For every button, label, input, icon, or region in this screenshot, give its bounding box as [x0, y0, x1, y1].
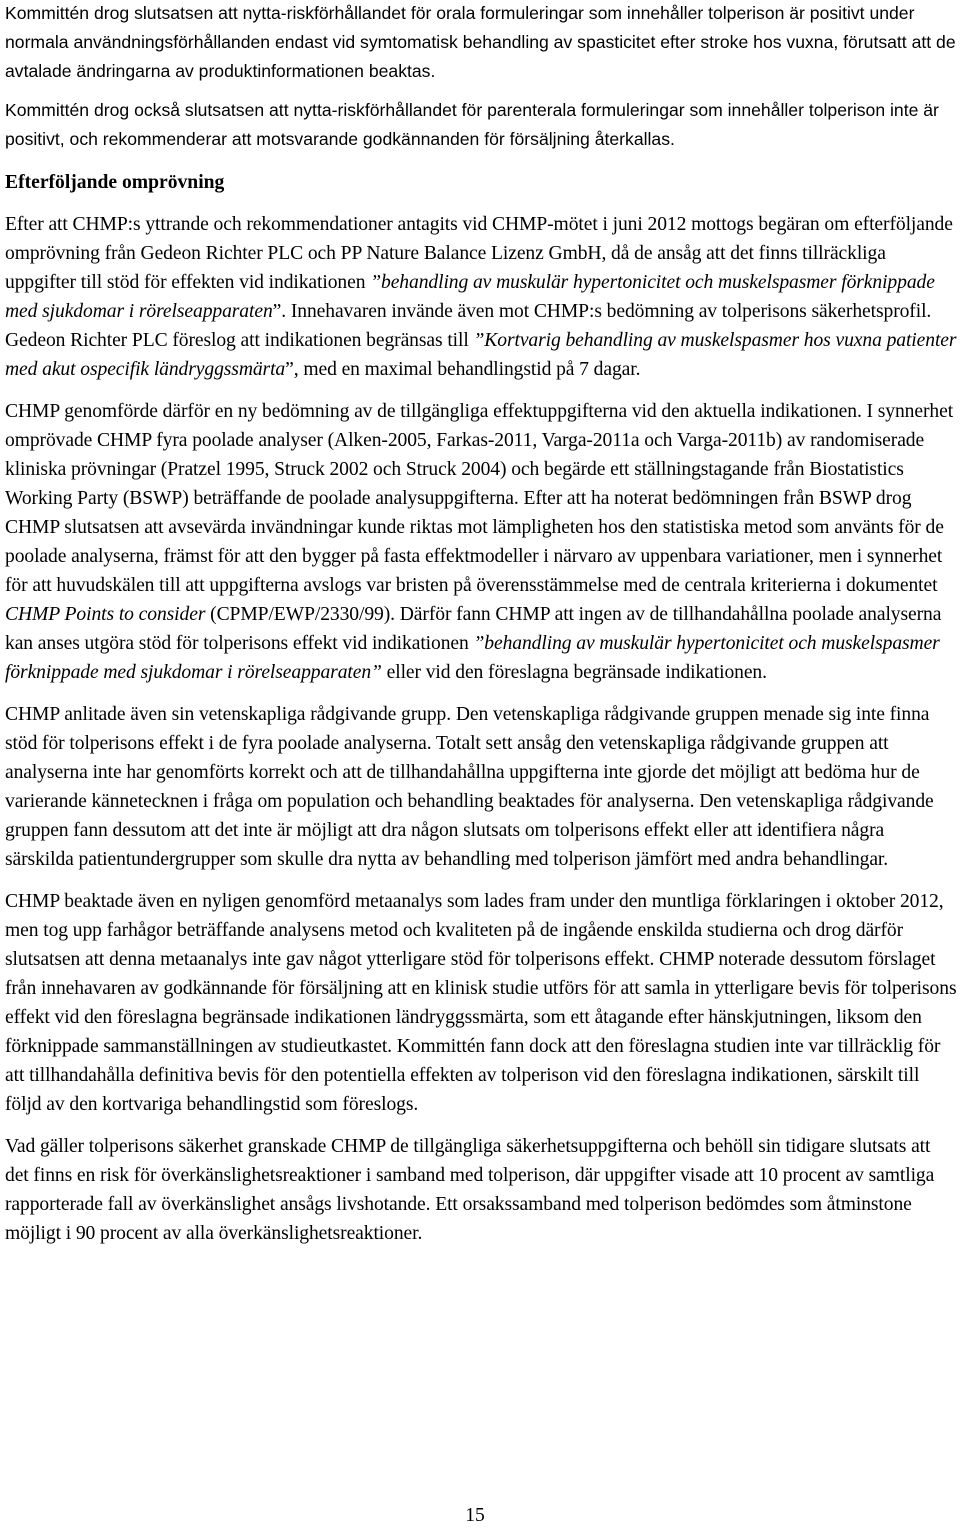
meta-analysis-paragraph: CHMP beaktade även en nyligen genomförd metaanalys som lades fram under den muntliga förklaringen i oktober 2012, men tog upp farhågor beträffande analysens metod och kvaliteten på de ingående enskilda studierna och drog därför slutsatsen att denna metaanalys inte gav något ytterligare stöd för tolperisons effekt. CHMP noterade dessutom förslaget från innehavaren av godkännande för försäljning att en klinisk studie utförs för att samla in ytterligare bevis för tolperisons effekt vid den föreslagna begränsade indikationen ländryggssmärta, som ett åtagande efter hänskjutningen, liksom den förknippade sammanställningen av studieutkastet. Kommittén fann dock att den föreslagna studien inte var tillräcklig för att tillhandahålla definitiva bevis för den potentiella effekten av tolperison vid den föreslagna indikationen, särskilt till följd av den kortvariga behandlingstid som föreslogs.	[5, 891, 957, 1115]
italic-guideline-title: CHMP Points to consider	[5, 604, 206, 625]
text-run: (CPMP/EWP/2330/99). Därför fann CHMP att ingen av de tillhandahållna poolade analyserna kan anses utgöra stöd för tolperisons effekt vid indikationen	[5, 604, 942, 654]
page-number: 15	[465, 1505, 485, 1526]
italic-indication: ”Kortvarig behandling av muskelspasmer hos vuxna patienter med akut ospecifik ländryggssmärta	[5, 330, 957, 380]
italic-indication: ”behandling av muskulär hypertonicitet och muskelspasmer förknippade med sjukdomar i rörelseapparaten”	[5, 633, 940, 683]
text-run: CHMP genomförde därför en ny bedömning av de tillgängliga effektuppgifterna vid den aktuella indikationen. I synnerhet omprövade CHMP fyra poolade analyser (Alken-2005, Farkas-2011, Varga-2011a och Varga-2011b) av randomiserade kliniska prövningar (Pratzel 1995, Struck 2002 och Struck 2004) och begärde ett ställningstagande från Biostatistics Working Party (BSWP) beträffande de poolade analysuppgifterna. Efter att ha noterat bedömningen från BSWP drog CHMP slutsatsen att avsevärda invändningar kunde riktas mot lämpligheten hos den statistiska metod som använts för de poolade analyserna, främst för att den bygger på fasta effektmodeller i närvaro av uppenbara variationer, men i synnerhet för att huvudskälen till att uppgifterna avslogs var bristen på överensstämmelse med de centrala kriterierna i dokumentet	[5, 401, 954, 596]
section-heading: Efterföljande omprövning	[5, 172, 225, 193]
text-run: Efter att CHMP:s yttrande och rekommendationer antagits vid CHMP-mötet i juni 2012 mottogs begäran om efterföljande omprövning från Gedeon Richter PLC och PP Nature Balance Lizenz GmbH, då de ansåg att det finns tillräckliga uppgifter till stöd för effekten vid indikationen	[5, 214, 953, 293]
document-page	[5, 0, 957, 1248]
pooled-analyses-paragraph	[5, 397, 957, 687]
italic-indication: ”behandling av muskulär hypertonicitet och muskelspasmer förknippade med sjukdomar i rörelseapparaten	[5, 272, 935, 322]
text-run: ”, med en maximal behandlingstid på 7 dagar.	[285, 359, 641, 380]
conclusion-oral-paragraph: Kommittén drog slutsatsen att nytta-riskförhållandet för orala formuleringar som innehåller tolperison är positivt under normala användningsförhållanden endast vid symtomatisk behandling av spasticitet efter stroke hos vuxna, förutsatt att de avtalade ändringarna av produktinformationen beaktas.	[5, 3, 956, 81]
conclusion-parenteral-paragraph: Kommittén drog också slutsatsen att nytta-riskförhållandet för parenterala formuleringar som innehåller tolperison inte är positivt, och rekommenderar att motsvarande godkännanden för försäljning återkallas.	[5, 100, 939, 149]
safety-paragraph: Vad gäller tolperisons säkerhet granskade CHMP de tillgängliga säkerhetsuppgifterna och behöll sin tidigare slutsats att det finns en risk för överkänslighetsreaktioner i samband med tolperison, där uppgifter visade att 10 procent av samtliga rapporterade fall av överkänslighet ansågs livshotande. Ett orsakssamband med tolperison bedömdes som åtminstone möjligt i 90 procent av alla överkänslighetsreaktioner.	[5, 1136, 935, 1244]
scientific-advisory-group-paragraph: CHMP anlitade även sin vetenskapliga rådgivande grupp. Den vetenskapliga rådgivande gruppen menade sig inte finna stöd för tolperisons effekt i de fyra poolade analyserna. Totalt sett ansåg den vetenskapliga rådgivande gruppen att analyserna inte har genomförts korrekt och att de tillhandahållna uppgifterna inte gjorde det möjligt att bedöma hur de varierande kännetecknen i fråga om population och behandling beaktades för analyserna. Den vetenskapliga rådgivande gruppen fann dessutom att det inte är möjligt att dra någon slutsats om tolperisons effekt eller att identifiera några särskilda patientundergrupper som skulle dra nytta av behandling med tolperison jämfört med andra behandlingar.	[5, 704, 934, 870]
text-run: ”. Innehavaren invände även mot CHMP:s bedömning av tolperisons säkerhetsprofil. Gedeon Richter PLC föreslog att indikationen begränsas till	[5, 301, 932, 351]
reexamination-request-paragraph	[5, 210, 957, 384]
text-run: eller vid den föreslagna begränsade indikationen.	[381, 662, 767, 683]
